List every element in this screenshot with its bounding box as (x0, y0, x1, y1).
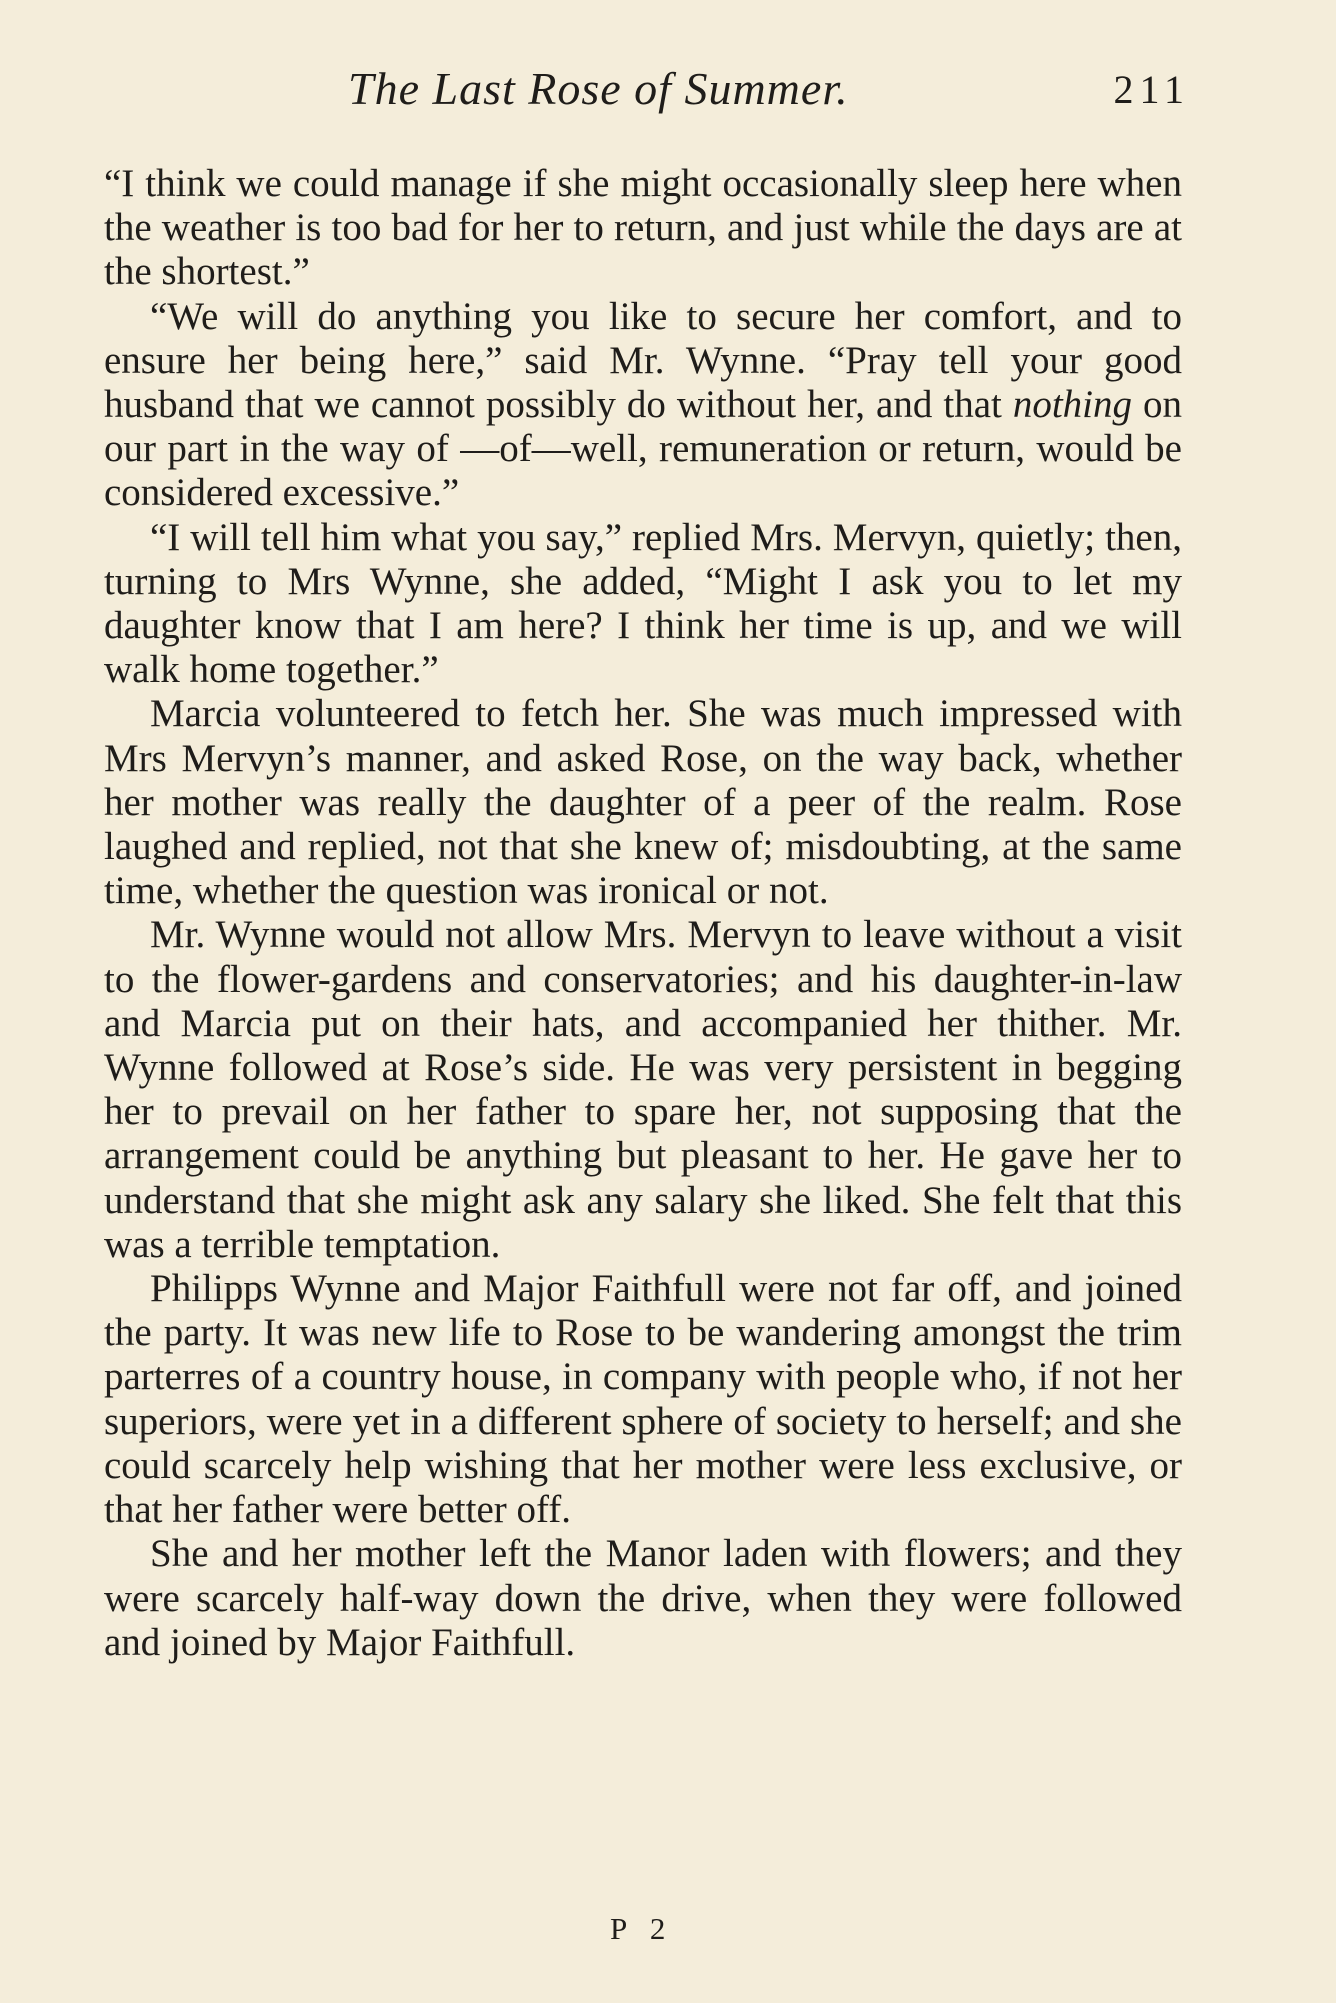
paragraph-text: Philipps Wynne and Major Faithfull were not far off, and joined the party. It was new life to Rose to be wandering amongst the trim parterres of a country house, in company with people who, if not her superiors, were yet in a different sphere of society to herself; and she could scarcely help wishing that her mother were less exclusive, or that her father were better off. (104, 1267, 1182, 1532)
paragraph-text: “I will tell him what you say,” replied Mrs. Mervyn, quietly; then, turning to Mrs Wynne, she added, “Might I ask you to let my daughter know that I am here? I think her time is up, and we will walk home together.” (104, 515, 1182, 692)
paragraph-7 (104, 1532, 1182, 1665)
paragraph-3 (104, 516, 1182, 693)
running-title: The Last Rose of Summer. (348, 63, 849, 114)
paragraph-text-before: “We will do anything you like to secure her comfort, and to ensure her being here,” said Mr. Wynne. “Pray tell your good husband that we cannot possibly do without her, and that (104, 294, 1182, 427)
paragraph-6 (104, 1267, 1182, 1532)
paragraph-text: Mr. Wynne would not allow Mrs. Mervyn to leave without a visit to the flower-gardens and conservatories; and his daughter-in-law and Marcia put on their hats, and accompanied her thither. Mr. Wynne followed at Rose’s side. He was very persistent in begging her to prevail on her father to spare her, not supposing that the arrangement could be anything but pleasant to her. He gave her to understand that she might ask any salary she liked. She felt that this was a terrible temptation. (104, 913, 1182, 1266)
paragraph-text: Marcia volunteered to fetch her. She was much impressed with Mrs Mervyn’s manner, and asked Rose, on the way back, whether her mother was really the daughter of a peer of the realm. Rose laughed and replied, not that she knew of; misdoubting, at the same time, whether the question was ironical or not. (104, 692, 1182, 913)
emphasized-word: nothing (1012, 383, 1133, 427)
body-text (104, 162, 1182, 1665)
paragraph-text: She and her mother left the Manor laden with flowers; and they were scarcely half-way down the drive, when they were followed and joined by Major Faithfull. (104, 1532, 1182, 1664)
paragraph-4 (104, 692, 1182, 913)
paragraph-1 (104, 162, 1182, 295)
page-header (100, 62, 1190, 122)
paragraph-text-after: on our part in the way of —of—well, remuneration or return, would be considered excessive.” (104, 383, 1183, 515)
paragraph-text: “I think we could manage if she might occasionally sleep here when the weather is too bad for her to return, and just while the days are at the shortest.” (104, 162, 1182, 294)
page-number: 211 (1113, 67, 1190, 112)
paragraph-2 (104, 295, 1182, 516)
paragraph-5 (104, 913, 1182, 1267)
signature-mark: P 2 (610, 1911, 674, 1946)
